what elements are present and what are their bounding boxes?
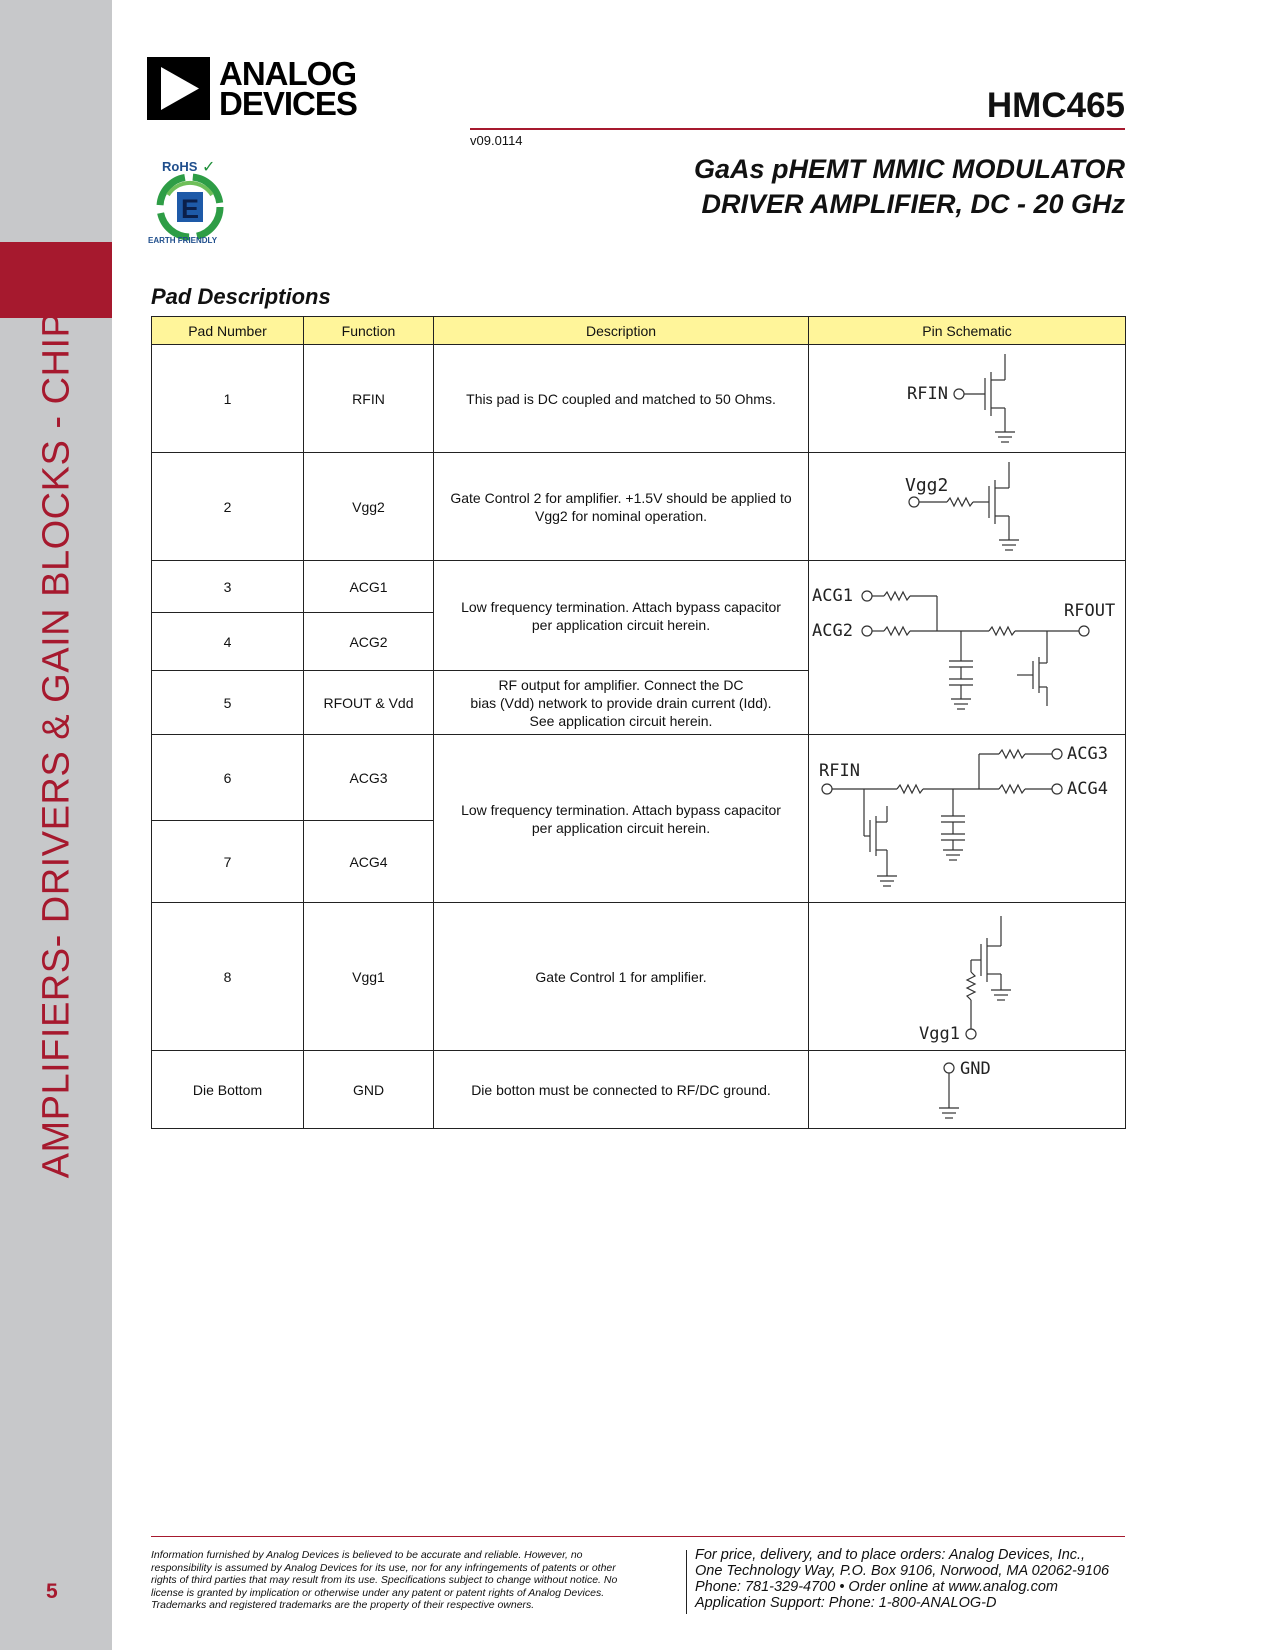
table-header-row xyxy=(152,317,1126,345)
header-rule xyxy=(470,128,1125,130)
document-title xyxy=(694,152,1125,222)
analog-devices-logo xyxy=(147,54,357,122)
pad-number: 7 xyxy=(152,821,304,903)
pad-number: 2 xyxy=(152,453,304,561)
pad-description: Gate Control 2 for amplifier. +1.5V should be applied to Vgg2 for nominal operation. xyxy=(434,453,809,561)
pad-description: Low frequency termination. Attach bypass capacitor per application circuit herein. xyxy=(434,735,809,903)
header-description: Description xyxy=(434,317,809,345)
schematic-label-rfin: RFIN xyxy=(907,383,948,404)
pad-function: ACG1 xyxy=(304,561,434,613)
header-pin-schematic: Pin Schematic xyxy=(809,317,1126,345)
table-row xyxy=(152,345,1126,453)
pad-function: RFIN xyxy=(304,345,434,453)
pad-description: This pad is DC coupled and matched to 50 Ohms. xyxy=(434,345,809,453)
pad-function: GND xyxy=(304,1051,434,1129)
pin-schematic-rfin xyxy=(809,345,1126,453)
logo-triangle-icon xyxy=(147,57,210,120)
version: v09.0114 xyxy=(470,133,523,148)
part-number: HMC465 xyxy=(986,86,1125,125)
svg-text:E: E xyxy=(181,194,200,224)
footer-rule xyxy=(151,1536,1125,1537)
pin-schematic-vgg1 xyxy=(809,903,1126,1051)
schematic-label-vgg2: Vgg2 xyxy=(905,474,949,496)
rohs-earth-friendly-icon xyxy=(148,155,232,245)
pad-descriptions-table xyxy=(151,316,1126,1129)
pad-number: 1 xyxy=(152,345,304,453)
schematic-label-rfin: RFIN xyxy=(819,760,860,781)
schematic-label-acg3: ACG3 xyxy=(1067,743,1108,764)
svg-text:✓: ✓ xyxy=(202,157,216,176)
title-line-1: GaAs pHEMT MMIC MODULATOR xyxy=(694,154,1125,184)
logo-line-1: ANALOG xyxy=(219,54,356,92)
pad-number: 8 xyxy=(152,903,304,1051)
table-row xyxy=(152,453,1126,561)
schematic-label-acg4: ACG4 xyxy=(1067,778,1108,799)
pad-number: 3 xyxy=(152,561,304,613)
pad-function: ACG3 xyxy=(304,735,434,821)
pin-schematic-vgg2 xyxy=(809,453,1126,561)
logo-line-2: DEVICES xyxy=(219,84,357,122)
pad-function: Vgg1 xyxy=(304,903,434,1051)
schematic-label-acg2: ACG2 xyxy=(812,621,853,641)
pad-function: Vgg2 xyxy=(304,453,434,561)
pad-description: Die botton must be connected to RF/DC ground. xyxy=(434,1051,809,1129)
schematic-label-vgg1: Vgg1 xyxy=(919,1023,960,1044)
svg-text:EARTH FRIENDLY: EARTH FRIENDLY xyxy=(148,236,218,245)
pad-function: RFOUT & Vdd xyxy=(304,671,434,735)
pad-function: ACG2 xyxy=(304,613,434,671)
section-title: Pad Descriptions xyxy=(151,284,331,309)
schematic-label-gnd: GND xyxy=(960,1058,991,1079)
schematic-label-rfout: RFOUT xyxy=(1064,601,1116,621)
header-pad-number: Pad Number xyxy=(152,317,304,345)
svg-text:RoHS: RoHS xyxy=(162,159,198,174)
pad-description: RF output for amplifier. Connect the DC bias (Vdd) network to provide drain current (Idd). See application circuit herein. xyxy=(434,671,809,735)
schematic-label-acg1: ACG1 xyxy=(812,586,853,606)
table-row xyxy=(152,561,1126,613)
pad-description: Gate Control 1 for amplifier. xyxy=(434,903,809,1051)
footer-contact: For price, delivery, and to place orders: Analog Devices, Inc., One Technology Way, P.O. Box 9106, Norwood, MA 02062-9106 Phone: 781-329-4700 • Order online at www.analog.com Application Support: Phone: 1-800-ANALOG-D xyxy=(695,1547,1110,1611)
header-function: Function xyxy=(304,317,434,345)
pad-function: ACG4 xyxy=(304,821,434,903)
table-row xyxy=(152,1051,1126,1129)
pad-number: 5 xyxy=(152,671,304,735)
pin-schematic-acg1-acg2-rfout xyxy=(809,561,1126,735)
sidebar-category: AMPLIFIERS- DRIVERS & GAIN BLOCKS - CHIP xyxy=(35,311,78,1179)
page-number: 5 xyxy=(46,1580,58,1603)
table-row xyxy=(152,735,1126,821)
pad-description: Low frequency termination. Attach bypass capacitor per application circuit herein. xyxy=(434,561,809,671)
title-line-2: DRIVER AMPLIFIER, DC - 20 GHz xyxy=(701,189,1125,219)
sidebar xyxy=(0,0,112,1650)
pad-number: 4 xyxy=(152,613,304,671)
footer-disclaimer: Information furnished by Analog Devices is believed to be accurate and reliable. However, no responsibility is assumed by Analog Devices for its use, nor for any infringements of patents or other rights of third parties that may result from its use. Specifications subject to change without notice. No license is granted by implication or otherwise under any patent or patent rights of Analog Devices. Trademarks and registered trademarks are the property of their respective owners. xyxy=(151,1549,618,1612)
table-row xyxy=(152,903,1126,1051)
pin-schematic-acg3-acg4 xyxy=(809,735,1126,903)
pad-number: Die Bottom xyxy=(152,1051,304,1129)
footer-divider xyxy=(686,1550,687,1614)
pad-number: 6 xyxy=(152,735,304,821)
pin-schematic-gnd xyxy=(809,1051,1126,1129)
sidebar-tab xyxy=(0,242,112,318)
